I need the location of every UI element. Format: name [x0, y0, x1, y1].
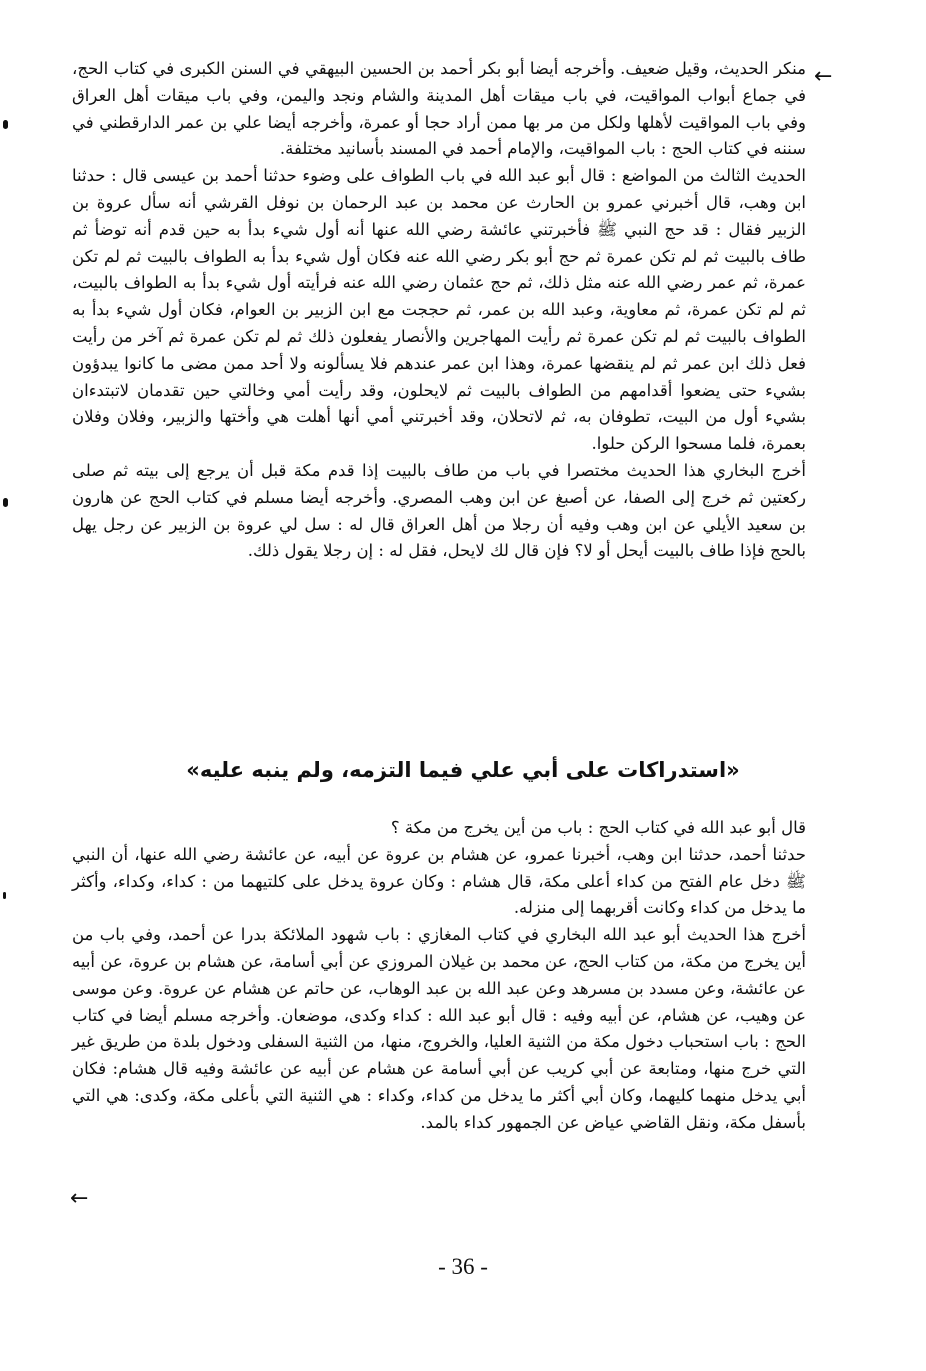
paragraph: منكر الحديث، وقيل ضعيف. وأخرجه أيضا أبو بكر أحمد بن الحسين البيهقي في السنن الكبرى في كتاب الحج، في جماع أبواب المواقيت، في باب ميقات أهل المدينة والشام ونجد واليمن، وفي باب ميقات أهل العراق وفي باب المواقيت لأهلها ولكل من مر بها ممن أراد حجا أو عمرة، وأخرجه أيضا علي بن عمر الدارقطني في سننه في كتاب الحج : باب المواقيت، والإمام أحمد في المسند بأسانيد مختلفة. — [72, 59, 806, 159]
paragraph: أخرج هذا الحديث أبو عبد الله البخاري في كتاب المغازي : باب شهود الملائكة بدرا عن أحمد، وفي باب من أين يخرج من مكة، من كتاب الحج، عن محمد بن غيلان المروزي عن أبي أسامة، عن هشام بن عروة، عن أبيه عن عائشة، وعن مسدد بن مسرهد وعن عبد الله بن عبد الوهاب، عن حاتم عن هشام عن عروة. وعن موسى عن وهيب، عن هشام، عن أبيه وفيه : قال أبو عبد الله : كداء وكدى، موضعان. وأخرجه مسلم أيضا في كتاب الحج : باب استحباب دخول مكة من الثنية العليا، والخروج، منها، من الثنية السفلى ودخول بلدة من طريق غير التي خرج منها، ومتابعة عن أبي كريب عن أبي أسامة عن هشام عن أبيه عن عائشة وفيه قال هشام: فكان أبي يدخل منهما كليهما، وكان أبي أكثر ما يدخل من كداء، وكداء : هي الثنية التي بأعلى مكة، وكدى: هي التي بأسفل مكة، ونقل القاضي عياض عن الجمهور كداء بالمد. — [72, 925, 807, 1132]
paragraph: قال أبو عبد الله في كتاب الحج : باب من أين يخرج من مكة ؟ — [390, 818, 806, 837]
paragraph: الحديث الثالث من المواضع : قال أبو عبد الله في باب الطواف على وضوء حدثنا أحمد بن عيسى قال : حدثنا ابن وهب، قال أخبرني عمرو بن الحارث عن محمد بن عبد الرحمان بن نوفل القرشي أنه سأل عروة بن الزبير فقال : قد حج النبي ﷺ فأخبرتني عائشة رضي الله عنها أنه أول شيء بدأ به حين قدم أنه توضأ ثم طاف بالبيت ثم لم تكن عمرة ثم حج أبو بكر رضي الله عنه فكان أول شيء بدأ به الطواف بالبيت ثم لم تكن عمرة، ثم عمر رضي الله عنه مثل ذلك، ثم حج عثمان رضي الله عنه فرأيته أول شيء بدأ به الطواف بالبيت، ثم لم تكن عمرة، ثم معاوية، وعبد الله بن عمر، ثم حججت مع ابن الزبير بن العوام، فكان أول شيء بدأ به الطواف بالبيت ثم لم تكن عمرة ثم رأيت المهاجرين والأنصار يفعلون ذلك ثم لم تكن عمرة ثم آخر من رأيت فعل ذلك ابن عمر ثم لم ينقضها عمرة، وهذا ابن عمر عندهم فلا يسألونه ولا أحد ممن مضى ما كانوا يبدؤون بشيء حتى يضعوا أقدامهم من الطواف بالبيت ثم لايحلون، وقد رأيت أمي وخالتي حين تقدمان لاتبتدءان بشيء أول من البيت، تطوفان به، ثم لاتحلان، وقد أخبرتني أمي أنها أهلت هي وأختها والزبير، وفلان وفلان بعمرة، فلما مسحوا الركن حلوا. — [72, 166, 806, 454]
section-heading: «استدراكات على أبي علي فيما التزمه، ولم ينبه عليه» — [186, 758, 740, 782]
binding-hole-mark — [3, 498, 8, 507]
continuation-arrow-icon: ← — [70, 1186, 89, 1211]
binding-hole-mark — [3, 892, 6, 899]
bottom-text-block — [72, 815, 806, 1137]
top-text-block — [72, 56, 806, 565]
paragraph: أخرج البخاري هذا الحديث مختصرا في باب من طاف بالبيت إذا قدم مكة قبل أن يرجع إلى بيته ثم صلى ركعتين ثم خرج إلى الصفا، عن أصبغ عن ابن وهب المصري. وأخرجه أيضا مسلم في كتاب الحج عن هارون بن سعيد الأيلي عن ابن وهب وفيه أن رجلا من أهل العراق قال له : سل لي عروة بن الزبير عن رجل يهل بالحج فإذا طاف بالبيت أيحل أو لا؟ فإن قال لك لايحل، فقل له : إن رجلا يقول ذلك. — [72, 460, 806, 561]
paragraph: حدثنا أحمد، حدثنا ابن وهب، أخبرنا عمرو، عن هشام بن عروة عن أبيه، عن عائشة رضي الله عنها، أن النبي ﷺ دخل عام الفتح من كداء أعلى مكة، قال هشام : وكان عروة يدخل على كلتيهما من : كداء، وكداء، وأكثر ما يدخل من كداء وكانت أقربهما إلى منزله. — [72, 844, 806, 918]
continuation-arrow-icon: ← — [814, 64, 833, 89]
binding-hole-mark — [3, 120, 8, 129]
page-number: - 36 - — [438, 1254, 488, 1279]
